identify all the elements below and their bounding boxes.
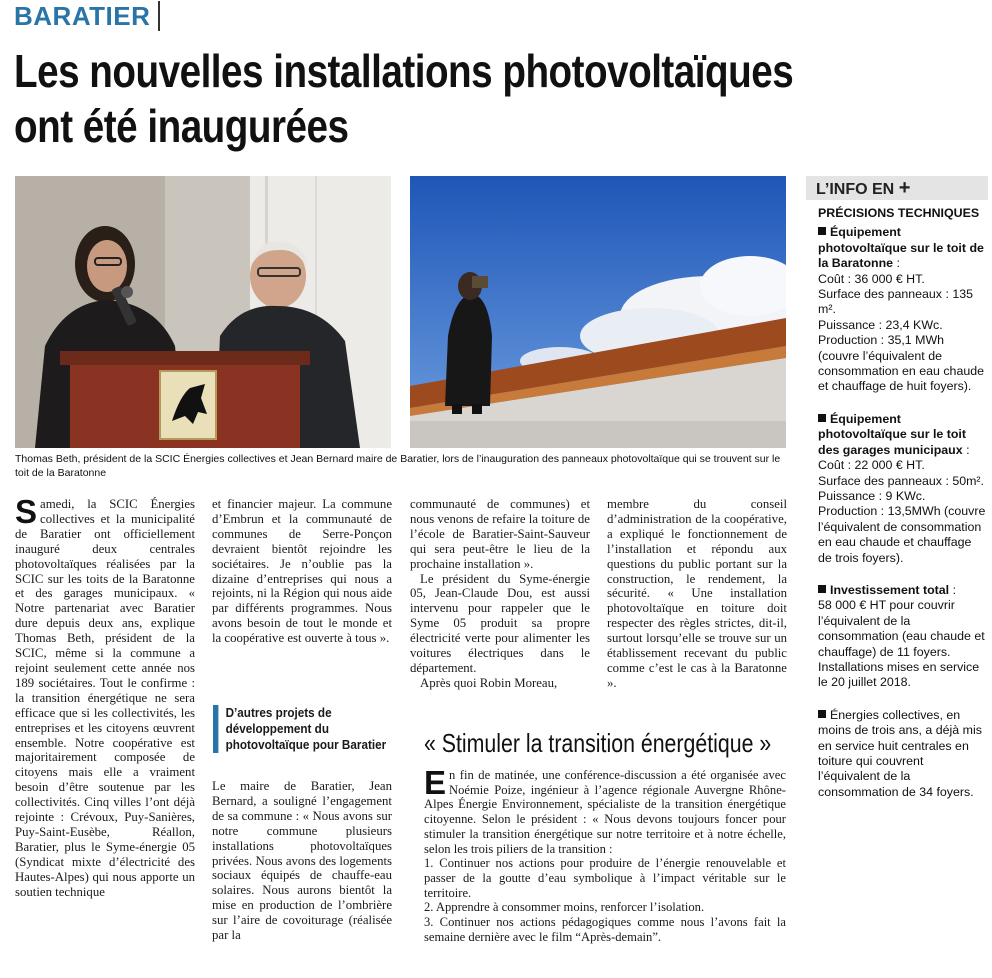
quote-point: 3. Continuer nos actions pédagogiques comme nous l’avons fait la semaine dernière avec le film “Après-demain”. xyxy=(424,915,786,944)
square-bullet-icon xyxy=(818,414,826,422)
sidebar-item xyxy=(818,583,988,691)
square-bullet-icon xyxy=(818,585,826,593)
article-paragraph: et financier majeur. La commune d’Embrun et la communauté de communes de Serre-Ponçon devraient bientôt rejoindre les sociétaires. Je n’oublie pas la dizaine d’entreprises qui nous a rejoints, ni la Région qui nous aide par différents programmes. Nous avons besoin de tout le monde et la coopérative est ouverte à tous ». xyxy=(212,497,392,646)
photo-roof-panels xyxy=(410,176,786,448)
sidebar-header xyxy=(806,176,988,200)
plus-icon: + xyxy=(898,177,911,199)
article-paragraph: membre du conseil d’administration de la coopérative, a expliqué le fonctionnement de l’installation et répondu aux questions du public portant sur la construction, le rendement, la sécurité. « Une installation photovoltaïque en toiture doit respecter des règles strictes, dit-il, surtout lorsqu’elle se trouve sur un établissement recevant du public comme c’est le cas à la Baratonne ». xyxy=(607,497,787,690)
sidebar-line: Puissance : 23,4 KWc. xyxy=(818,317,943,332)
quote-body xyxy=(424,764,786,944)
article-column-1 xyxy=(15,493,195,899)
section-kicker: BARATIER xyxy=(14,1,160,31)
quote-title: « Stimuler la transition énergétique » xyxy=(424,728,772,758)
sidebar-line: Surface des panneaux : 50m². xyxy=(818,473,984,488)
sidebar-item xyxy=(818,412,988,566)
article-paragraph: Le président du Syme-énergie 05, Jean-Claude Dou, est aussi intervenu pour rappeler que le Syme 05 produit sa propre électricité verte pour alimenter les voitures électriques dans le département. xyxy=(410,571,590,675)
sidebar-line: Coût : 36 000 € HT. xyxy=(818,271,925,286)
sidebar-item-title: Investissement total xyxy=(830,582,950,597)
sidebar-item-heading xyxy=(818,225,988,271)
sidebar-line: Coût : 22 000 € HT. xyxy=(818,458,925,473)
sidebar-item-colon: : xyxy=(962,442,970,457)
info-sidebar xyxy=(806,176,988,817)
square-bullet-icon xyxy=(818,227,826,235)
sidebar-item-colon: : xyxy=(949,582,957,597)
photo-caption: Thomas Beth, président de la SCIC Énergies collectives et Jean Bernard maire de Baratier, lors de l’inauguration des panneaux photovoltaïque qui se trouvent sur le toit de la Baratonne xyxy=(15,453,781,479)
sidebar-line: Installations mises en service le 20 juillet 2018. xyxy=(818,659,980,690)
quote-point: 1. Continuer nos actions pour produire de l’énergie renouvelable et passer de la goutte d’eau symbolique à l’impact véritable sur le territoire. xyxy=(424,856,786,900)
sidebar-item-title: Équipement photovoltaïque sur le toit des garages municipaux xyxy=(818,411,966,457)
sidebar-item-heading xyxy=(818,708,988,800)
article-column-4 xyxy=(607,497,787,691)
article-text: amedi, la SCIC Énergies collectives et la municipalité de Baratier ont officiellement inauguré deux centrales photovoltaïques réalisées par la SCIC sur les toits de la Baratonne et des garages municipaux. « Notre partenariat avec Baratier dure depuis deux ans, explique Thomas Beth, président de la SCIC, même si la commune a rejoint seulement cette année nos 189 sociétaires. Tout le confirme : la transition énergétique ne sera efficace que si les collectivités, les entreprises et les citoyens œuvrent ensemble. Notre coopérative est majoritairement composée de citoyens mais elle a vraiment besoin d’être soutenue par les collectivités. Cinq villes l’ont déjà rejointe : Crévoux, Puy-Sanières, Puy-Saint-Eusèbe, Réallon, Baratier, plus le Syme-énergie 05 (Syndicat mixte d’électricité des Hautes-Alpes) qui nous apporte un soutien technique xyxy=(15,497,195,899)
sidebar-item-heading xyxy=(818,412,988,458)
sidebar-item-colon: : xyxy=(893,256,900,271)
quote-intro-text: n fin de matinée, une conférence-discussion a été organisée avec Noémie Poize, ingénieur à l’agence régionale Auvergne Rhône-Alpes Énergie Environnement, spécialiste de la transition énergétique citoyenne. Selon le président : « Nous devons toujours foncer pour stimuler la transition énergétique sur notre territoire et à notre échelle, selon les trois piliers de la transition : xyxy=(424,768,786,856)
article-subhead: D’autres projets de développement du photovoltaïque pour Baratier xyxy=(213,705,388,753)
sidebar-body xyxy=(806,200,988,800)
square-bullet-icon xyxy=(818,710,826,718)
article-paragraph: Le maire de Baratier, Jean Bernard, a souligné l’engagement de sa commune : « Nous avons sur notre commune plusieurs installations photovoltaïques privées. Nous avons des logements sociaux équipés de chauffe-eau solaires. Nous aurons bientôt la mise en production de l’ombrière sur l’aire de covoiturage (réalisée par la xyxy=(212,779,392,943)
headline-line-1: Les nouvelles installations photovoltaïques xyxy=(14,45,794,97)
sidebar-line: 58 000 € HT pour couvrir l’équivalent de la consommation (eau chaude et chauffage) de 11 foyers. xyxy=(818,598,985,659)
sidebar-line: Production : 13,5MWh (couvre l’équivalent de consommation en eau chaude et chauffage de trois foyers). xyxy=(818,504,986,565)
sidebar-title: L’INFO EN xyxy=(816,181,895,198)
article-paragraph xyxy=(15,493,195,899)
sidebar-line: Puissance : 9 KWc. xyxy=(818,488,926,503)
sidebar-line: Production : 35,1 MWh (couvre l’équivalent de consommation en eau chaude et chauffage de huit foyers). xyxy=(818,333,985,394)
quote-point: 2. Apprendre à consommer moins, renforcer l’isolation. xyxy=(424,900,705,915)
sidebar-line: Énergies collectives, en moins de trois ans, a déjà mis en service huit centrales en toiture qui couvrent l’équivalent de la consommation de 34 foyers. xyxy=(818,707,982,799)
article-column-2b xyxy=(212,779,392,943)
sidebar-item xyxy=(818,225,988,394)
article-column-2 xyxy=(212,497,392,646)
headline-line-2: ont été inaugurées xyxy=(14,100,349,152)
headline xyxy=(14,44,830,154)
drop-cap: E xyxy=(424,764,447,801)
sidebar-item-title: Équipement photovoltaïque sur le toit de la Baratonne xyxy=(818,225,984,271)
sidebar-item-heading xyxy=(818,583,988,598)
photo-roof-image xyxy=(410,176,786,448)
drop-cap: S xyxy=(15,493,38,530)
photo-speakers-image xyxy=(15,176,391,448)
sidebar-item xyxy=(818,708,988,800)
sidebar-section-title: PRÉCISIONS TECHNIQUES xyxy=(818,206,980,220)
article-column-3 xyxy=(410,497,590,691)
photo-speakers xyxy=(15,176,391,448)
article-paragraph: Après quoi Robin Moreau, xyxy=(420,675,558,690)
article-paragraph: communauté de communes) et nous venons de refaire la toiture de l’école de Baratier-Saint-Sauveur qui sera peut-être le lieu de la prochaine installation ». xyxy=(410,497,590,571)
quote-intro xyxy=(424,764,786,856)
sidebar-line: Surface des panneaux : 135 m². xyxy=(818,287,973,317)
